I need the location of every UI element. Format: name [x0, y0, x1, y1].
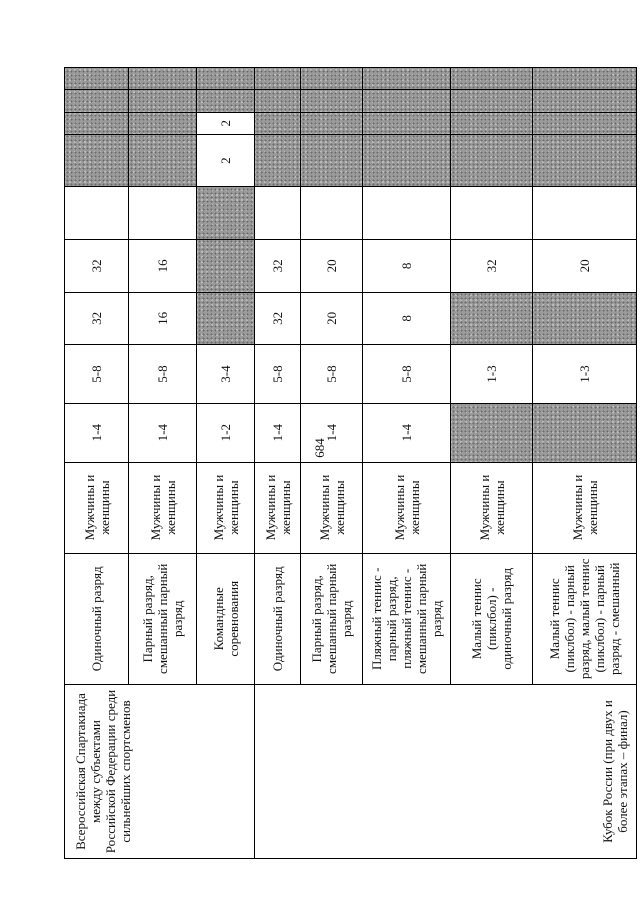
gender-cell: Мужчины и женщины [533, 462, 637, 553]
value-cell: 1-4 [129, 403, 197, 462]
shaded-cell [197, 292, 255, 345]
shaded-cell [129, 90, 197, 112]
shaded-cell [451, 68, 533, 90]
value-cell: 20 [533, 240, 637, 293]
page-number: 684 [312, 438, 327, 458]
discipline-cell: Пляжный теннис - парный разряд, пляжный теннис - смешанный парный разряд [363, 553, 451, 684]
shaded-cell [533, 90, 637, 112]
shaded-cell [363, 90, 451, 112]
shaded-cell [129, 134, 197, 187]
competition-cell: Всероссийская Спартакиада между субъектами Российской Федерации среди сильнейших спортсменов [65, 685, 255, 859]
shaded-cell [129, 68, 197, 90]
value-cell: 32 [255, 240, 301, 293]
value-cell: 20 [301, 292, 363, 345]
value-cell: 32 [65, 292, 129, 345]
value-cell: 8 [363, 292, 451, 345]
sports-ranking-table [64, 67, 637, 859]
shaded-cell [533, 403, 637, 462]
gender-cell: Мужчины и женщины [129, 462, 197, 553]
shaded-cell [451, 403, 533, 462]
discipline-cell: Одиночный разряд [255, 553, 301, 684]
value-cell: 5-8 [301, 345, 363, 404]
value-cell: 1-3 [451, 345, 533, 404]
value-cell: 5-8 [129, 345, 197, 404]
shaded-cell [533, 134, 637, 187]
value-cell [65, 187, 129, 240]
shaded-cell [65, 134, 129, 187]
value-cell: 2 [197, 112, 255, 134]
shaded-cell [363, 134, 451, 187]
shaded-cell [197, 90, 255, 112]
value-cell [255, 187, 301, 240]
value-cell: 32 [451, 240, 533, 293]
shaded-cell [255, 90, 301, 112]
value-cell [533, 187, 637, 240]
gender-cell: Мужчины и женщины [451, 462, 533, 553]
shaded-cell [65, 112, 129, 134]
value-cell: 1-2 [197, 403, 255, 462]
shaded-cell [533, 112, 637, 134]
shaded-cell [301, 112, 363, 134]
gender-cell: Мужчины и женщины [363, 462, 451, 553]
value-cell [451, 187, 533, 240]
table-row [255, 68, 301, 859]
shaded-cell [451, 90, 533, 112]
discipline-cell: Малый теннис (пиклбол) - парный разряд, малый теннис (пиклбол) - парный разряд - смешанный [533, 553, 637, 684]
shaded-cell [363, 68, 451, 90]
value-cell: 1-4 [301, 403, 363, 462]
gender-cell: Мужчины и женщины [301, 462, 363, 553]
shaded-cell [197, 240, 255, 293]
shaded-cell [301, 90, 363, 112]
value-cell: 32 [255, 292, 301, 345]
shaded-cell [65, 68, 129, 90]
discipline-cell: Одиночный разряд [65, 553, 129, 684]
shaded-cell [451, 292, 533, 345]
value-cell [363, 187, 451, 240]
discipline-cell: Командные соревнования [197, 553, 255, 684]
value-cell: 5-8 [255, 345, 301, 404]
value-cell: 1-4 [65, 403, 129, 462]
shaded-cell [451, 134, 533, 187]
shaded-cell [255, 134, 301, 187]
shaded-cell [363, 112, 451, 134]
shaded-cell [197, 68, 255, 90]
discipline-cell: Парный разряд, смешанный парный разряд [129, 553, 197, 684]
value-cell [129, 187, 197, 240]
value-cell: 16 [129, 292, 197, 345]
value-cell: 5-8 [363, 345, 451, 404]
value-cell: 1-3 [533, 345, 637, 404]
value-cell: 20 [301, 240, 363, 293]
table-row [65, 68, 129, 859]
shaded-cell [197, 187, 255, 240]
shaded-cell [255, 112, 301, 134]
shaded-cell [301, 134, 363, 187]
gender-cell: Мужчины и женщины [255, 462, 301, 553]
value-cell: 32 [65, 240, 129, 293]
discipline-cell: Парный разряд, смешанный парный разряд [301, 553, 363, 684]
shaded-cell [451, 112, 533, 134]
value-cell: 16 [129, 240, 197, 293]
value-cell: 2 [197, 134, 255, 187]
value-cell: 1-4 [255, 403, 301, 462]
shaded-cell [255, 68, 301, 90]
value-cell: 8 [363, 240, 451, 293]
gender-cell: Мужчины и женщины [197, 462, 255, 553]
shaded-cell [65, 90, 129, 112]
shaded-cell [129, 112, 197, 134]
gender-cell: Мужчины и женщины [65, 462, 129, 553]
shaded-cell [533, 68, 637, 90]
discipline-cell: Малый теннис (пиклбол) - одиночный разряд [451, 553, 533, 684]
value-cell: 3-4 [197, 345, 255, 404]
value-cell: 1-4 [363, 403, 451, 462]
rotated-table-sheet [64, 67, 636, 859]
competition-cell: Кубок России (при двух и более этапах – финал) [255, 685, 637, 859]
value-cell [301, 187, 363, 240]
value-cell: 5-8 [65, 345, 129, 404]
shaded-cell [301, 68, 363, 90]
shaded-cell [533, 292, 637, 345]
